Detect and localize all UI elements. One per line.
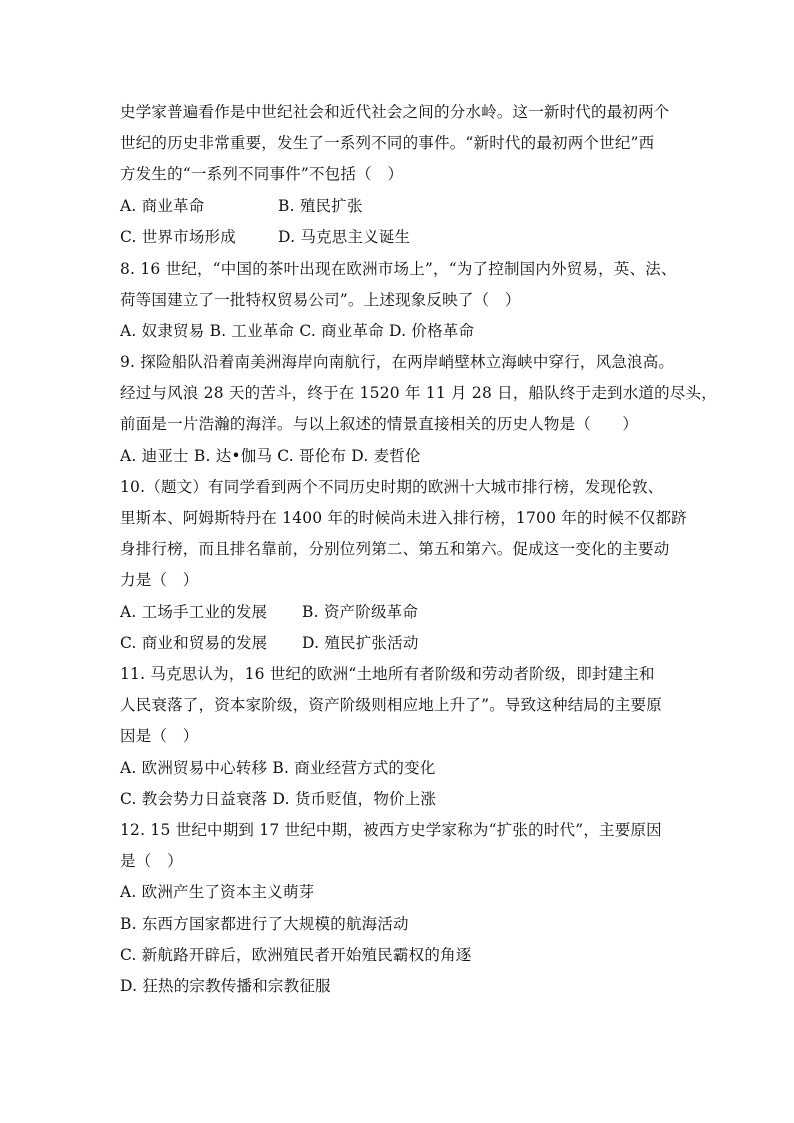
q12-option-c: C. 新航路开辟后，欧洲殖民者开始殖民霸权的角逐 <box>120 946 472 964</box>
q10-stem-line-1: 10.（题文）有同学看到两个不同历史时期的欧洲十大城市排行榜，发现伦敦、 <box>120 478 664 496</box>
q10-option-d: D. 殖民扩张活动 <box>302 634 419 652</box>
q12-stem-line-1: 12. 15 世纪中期到 17 世纪中期，被西方史学家称为“扩张的时代”，主要原因 <box>120 821 662 839</box>
q12-option-d: D. 狂热的宗教传播和宗教征服 <box>120 977 331 995</box>
q10-option-c: C. 商业和贸易的发展 <box>120 634 268 652</box>
q11-stem-line-3: 因是（ ） <box>120 727 199 745</box>
q9-options: A. 迪亚士 B. 达•伽马 C. 哥伦布 D. 麦哲伦 <box>120 447 421 465</box>
q8-stem-line-1: 8. 16 世纪，“中国的茶叶出现在欧洲市场上”，“为了控制国内外贸易，英、法、 <box>120 260 677 278</box>
q11-stem-line-2: 人民衰落了，资本家阶级，资产阶级则相应地上升了”。导致这种结局的主要原 <box>120 696 662 714</box>
q12-option-b: B. 东西方国家都进行了大规模的航海活动 <box>120 915 409 933</box>
q10-stem-line-2: 里斯本、阿姆斯特丹在 1400 年的时候尚未进入排行榜，1700 年的时候不仅都跻 <box>120 509 687 527</box>
q12-stem-line-2: 是（ ） <box>120 852 183 870</box>
q10-option-b: B. 资产阶级革命 <box>302 603 419 621</box>
q8-options: A. 奴隶贸易 B. 工业革命 C. 商业革命 D. 价格革命 <box>120 322 475 340</box>
q11-options-line-2: C. 教会势力日益衰落 D. 货币贬值，物价上涨 <box>120 790 437 808</box>
q10-option-a: A. 工场手工业的发展 <box>120 603 268 621</box>
q10-stem-line-3: 身排行榜，而且排名靠前，分别位列第二、第五和第六。促成这一变化的主要动 <box>120 540 670 558</box>
q7-stem-line-3: 方发生的“一系列不同事件”不包括（ ） <box>120 165 404 183</box>
q7-stem-line-1: 史学家普遍看作是中世纪社会和近代社会之间的分水岭。这一新时代的最初两个 <box>120 103 670 121</box>
q11-stem-line-1: 11. 马克思认为，16 世纪的欧洲“土地所有者阶级和劳动者阶级，即封建主和 <box>120 665 655 683</box>
q9-stem-line-1: 9. 探险船队沿着南美洲海岸向南航行，在两岸峭壁林立海峡中穿行，风急浪高。 <box>120 353 675 371</box>
q7-option-b: B. 殖民扩张 <box>278 197 363 215</box>
q7-option-d: D. 马克思主义诞生 <box>278 228 411 246</box>
q9-stem-line-2: 经过与风浪 28 天的苦斗，终于在 1520 年 11 月 28 日，船队终于走到水道的尽头， <box>120 384 717 402</box>
q8-stem-line-2: 荷等国建立了一批特权贸易公司”。上述现象反映了（ ） <box>120 291 521 309</box>
q12-option-a: A. 欧洲产生了资本主义萌芽 <box>120 883 315 901</box>
q7-option-a: A. 商业革命 <box>120 197 205 215</box>
q7-option-c: C. 世界市场形成 <box>120 228 236 246</box>
q7-stem-line-2: 世纪的历史非常重要，发生了一系列不同的事件。“新时代的最初两个世纪”西 <box>120 134 655 152</box>
q9-stem-line-3: 前面是一片浩瀚的海洋。与以上叙述的情景直接相关的历史人物是（ ） <box>120 415 639 433</box>
q10-stem-line-4: 力是（ ） <box>120 571 199 589</box>
q11-options-line-1: A. 欧洲贸易中心转移 B. 商业经营方式的变化 <box>120 759 436 777</box>
